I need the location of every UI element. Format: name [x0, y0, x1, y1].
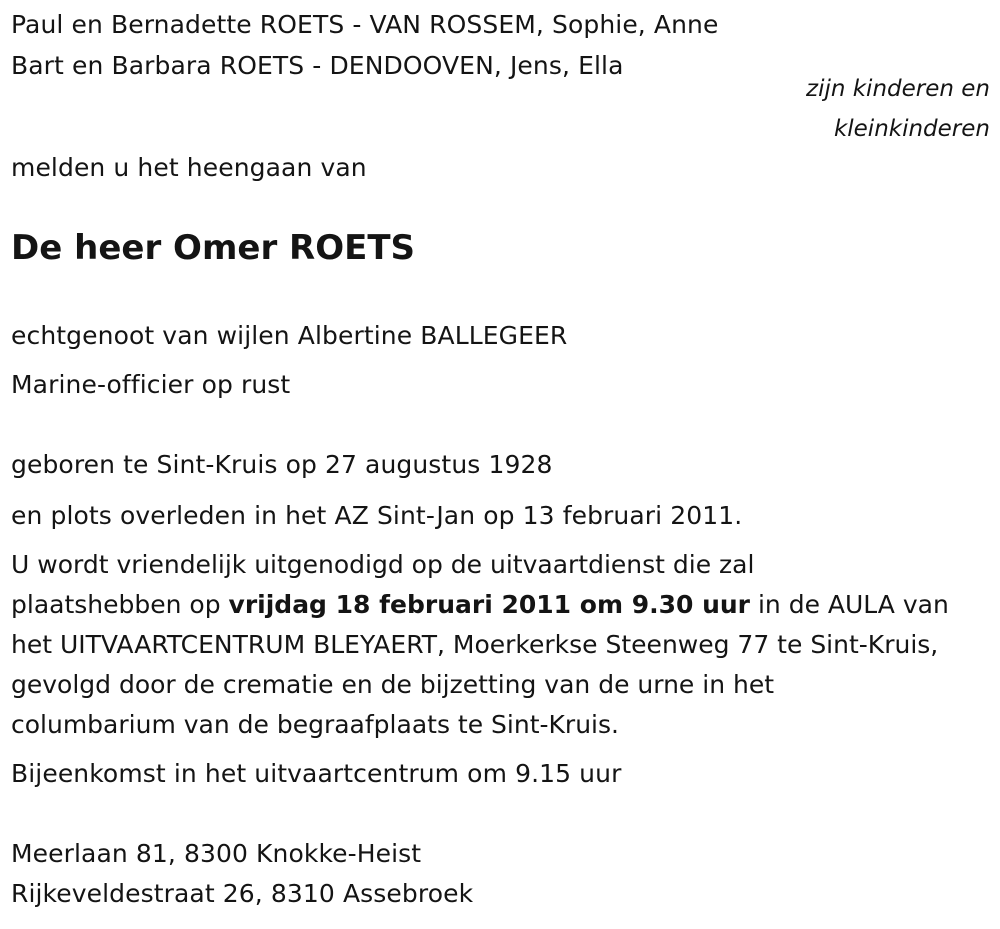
service-datetime: vrijdag 18 februari 2011 om 9.30 uur — [228, 590, 751, 619]
relation-line-1: zijn kinderen en — [806, 76, 990, 102]
service-line-3: het UITVAARTCENTRUM BLEYAERT, Moerkerkse Steenweg 77 te Sint-Kruis, — [11, 630, 939, 659]
died-line: en plots overleden in het AZ Sint-Jan op 13 februari 2011. — [11, 501, 743, 530]
address-1: Meerlaan 81, 8300 Knokke-Heist — [11, 839, 422, 868]
service-paragraph — [11, 545, 996, 745]
occupation-line: Marine-officier op rust — [11, 370, 291, 399]
service-line-2-start: plaatshebben op — [11, 590, 229, 619]
relation-line-2: kleinkinderen — [833, 116, 990, 142]
deceased-name: De heer Omer ROETS — [11, 228, 416, 268]
gathering-line: Bijeenkomst in het uitvaartcentrum om 9.15 uur — [11, 759, 622, 788]
intro-text: melden u het heengaan van — [11, 153, 367, 182]
born-line: geboren te Sint-Kruis op 27 augustus 1928 — [11, 450, 553, 479]
family-line-2: Bart en Barbara ROETS - DENDOOVEN, Jens, Ella — [11, 51, 624, 80]
service-line-5: columbarium van de begraafplaats te Sint-Kruis. — [11, 710, 619, 739]
address-2: Rijkeveldestraat 26, 8310 Assebroek — [11, 879, 474, 908]
service-line-2-end: in de AULA van — [750, 590, 949, 619]
family-line-1: Paul en Bernadette ROETS - VAN ROSSEM, Sophie, Anne — [11, 10, 719, 39]
service-line-2 — [11, 585, 996, 625]
service-line-4: gevolgd door de crematie en de bijzetting van de urne in het — [11, 670, 775, 699]
spouse-line: echtgenoot van wijlen Albertine BALLEGEER — [11, 321, 568, 350]
service-line-1: U wordt vriendelijk uitgenodigd op de uitvaartdienst die zal — [11, 550, 755, 579]
